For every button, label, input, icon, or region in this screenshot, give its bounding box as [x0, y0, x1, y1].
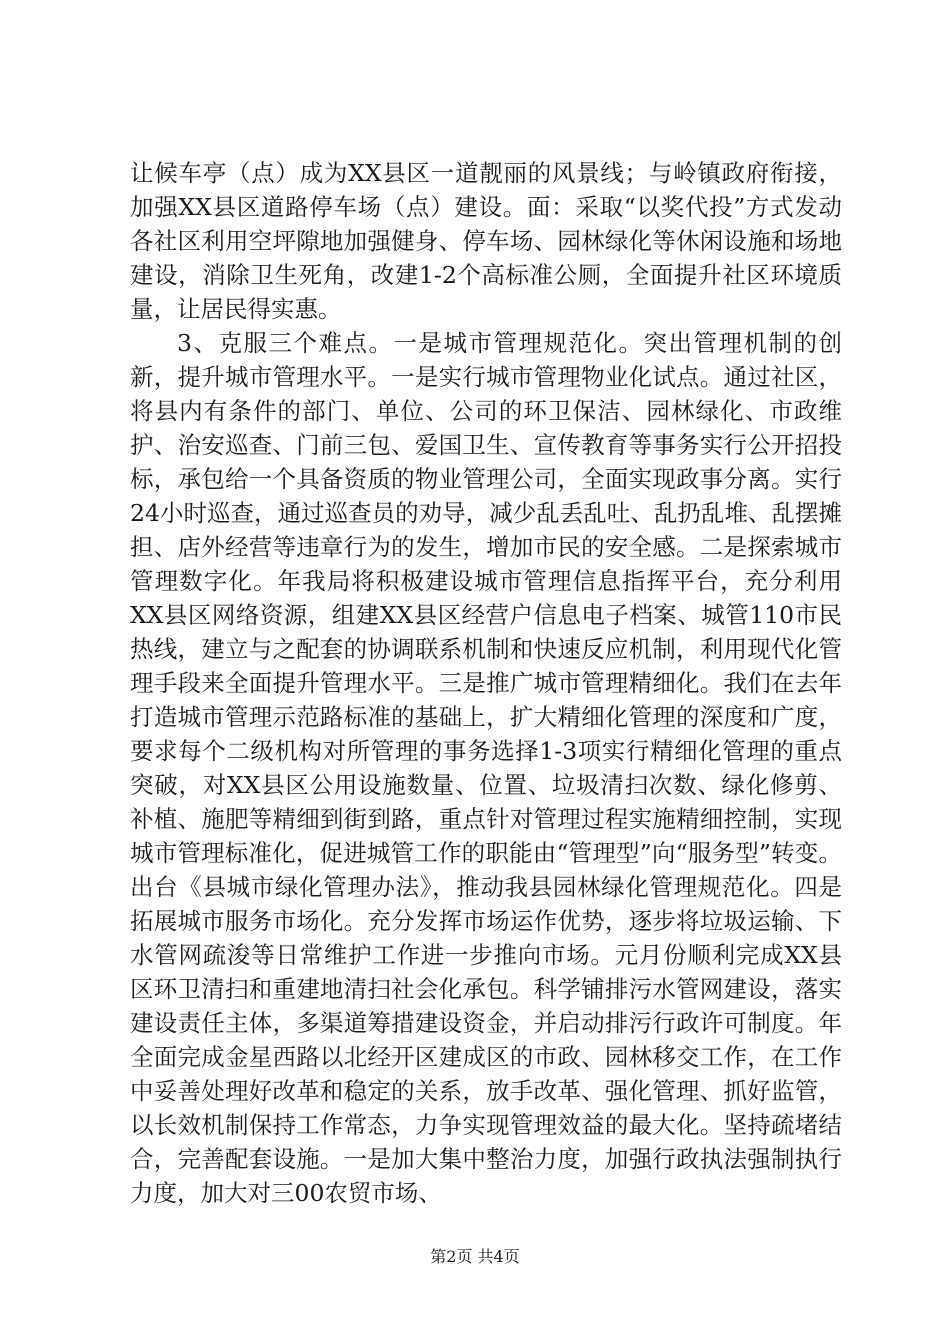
paragraph-three-difficulties: 3、克服三个难点。一是城市管理规范化。突出管理机制的创新，提升城市管理水平。一是实行城市管理物业化试点。通过社区，将县内有条件的部门、单位、公司的环卫保洁、园林绿化、市政维护、治安巡查、门前三包、爱国卫生、宣传教育等事务实行公开招投标，承包给一个具备资质的物业管理公司，全面实现政事分离。实行24小时巡查，通过巡查员的劝导，减少乱丢乱吐、乱扔乱堆、乱摆摊担、店外经营等违章行为的发生，增加市民的安全感。二是探索城市管理数字化。年我局将积极建设城市管理信息指挥平台，充分利用XX县区网络资源，组建XX县区经营户信息电子档案、城管110市民热线，建立与之配套的协调联系机制和快速反应机制，利用现代化管理手段来全面提升管理水平。三是推广城市管理精细化。我们在去年打造城市管理示范路标准的基础上，扩大精细化管理的深度和广度，要求每个二级机构对所管理的事务选择1-3项实行精细化管理的重点突破，对XX县区公用设施数量、位置、垃圾清扫次数、绿化修剪、补植、施肥等精细到街到路，重点针对管理过程实施精细控制，实现城市管理标准化，促进城管工作的职能由“管理型”向“服务型”转变。出台《县城市绿化管理办法》，推动我县园林绿化管理规范化。四是拓展城市服务市场化。充分发挥市场运作优势，逐步将垃圾运输、下水管网疏浚等日常维护工作进一步推向市场。元月份顺利完成XX县区环卫清扫和重建地清扫社会化承包。科学铺排污水管网建设，落实建设责任主体，多渠道筹措建设资金，并启动排污行政许可制度。年全面完成金星西路以北经开区建成区的市政、园林移交工作，在工作中妥善处理好改革和稳定的关系，放手改革、强化管理、抓好监管，以长效机制保持工作常态，力争实现管理效益的最大化。坚持疏堵结合，完善配套设施。一是加大集中整治力度，加强行政执法强制执行力度，加大对三00农贸市场、: [130, 329, 842, 1207]
document-body: [130, 156, 842, 1210]
paragraph-continuation: 让候车亭（点）成为XX县区一道靓丽的风景线；与岭镇政府衔接，加强XX县区道路停车场（点）建设。面：采取“以奖代投”方式发动各社区利用空坪隙地加强健身、停车场、园林绿化等休闲设施和场地建设，消除卫生死角，改建1-2个高标准公厕，全面提升社区环境质量，让居民得实惠。: [130, 159, 842, 323]
page-footer: 第2页 共4页: [430, 1247, 520, 1266]
